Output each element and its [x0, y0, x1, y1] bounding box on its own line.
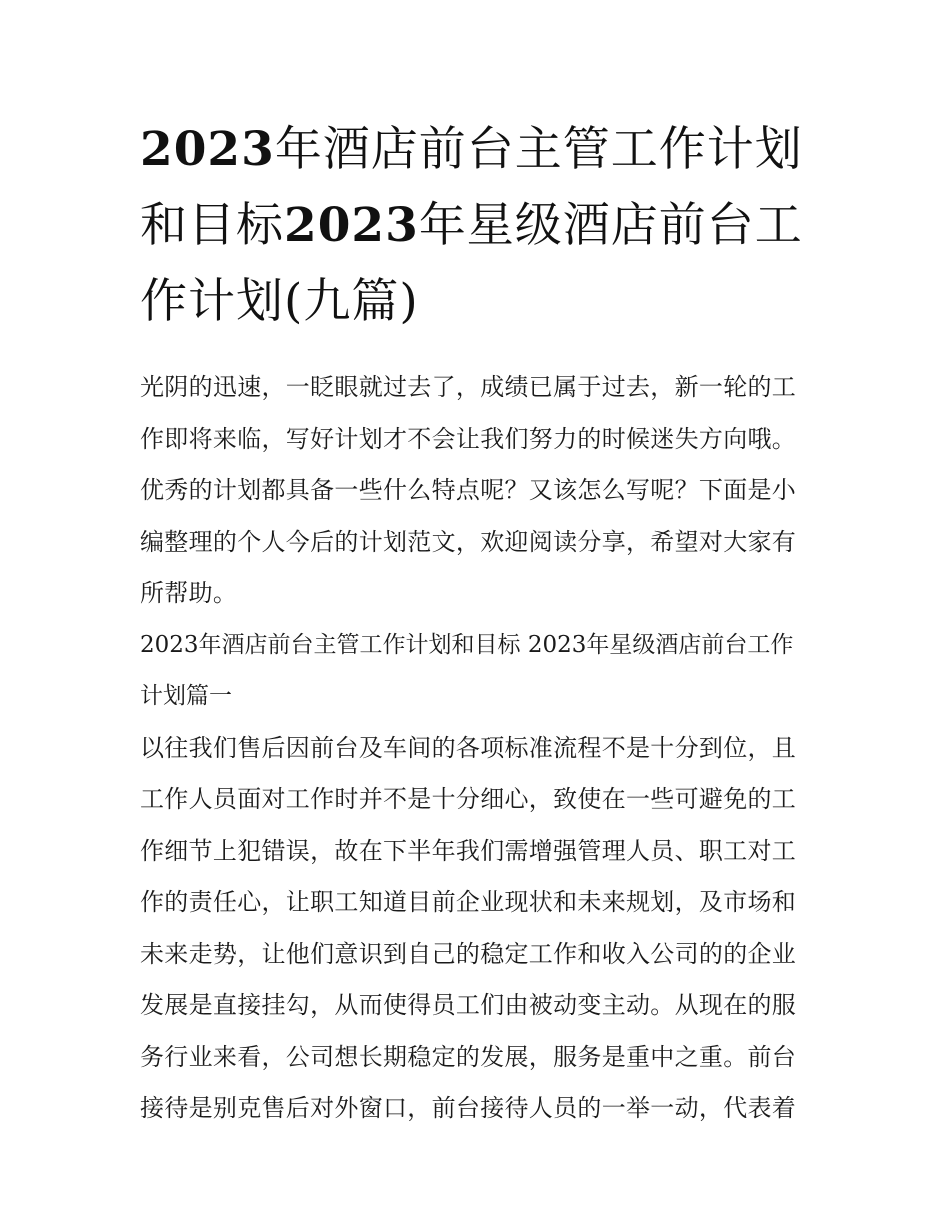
section-heading: 2023年酒店前台主管工作计划和目标 2023年星级酒店前台工作计划篇一 — [140, 631, 794, 709]
document-title — [140, 112, 812, 340]
title-year-2: 2023 — [284, 198, 419, 253]
title-text-2: 年星级酒店前台工作计划(九篇) — [140, 198, 803, 329]
document-content — [140, 112, 812, 1135]
intro-paragraph: 光阴的迅速，一眨眼就过去了，成绩已属于过去，新一轮的工作即将来临，写好计划才不会让我们努力的时候迷失方向哦。优秀的计划都具备一些什么特点呢？又该怎么写呢？下面是小编整理的个人今后的计划范文，欢迎阅读分享，希望对大家有所帮助。 — [140, 373, 797, 607]
body-paragraph: 以往我们售后因前台及车间的各项标准流程不是十分到位，且工作人员面对工作时并不是十分细心，致使在一些可避免的工作细节上犯错误，故在下半年我们需增强管理人员、职工对工作的责任心，让职工知道目前企业现状和未来规划，及市场和未来走势，让他们意识到自己的稳定工作和收入公司的的企业发展是直接挂勾，从而使得员工们由被动变主动。从现在的服务行业来看，公司想长期稳定的发展，服务是重中之重。前台接待是别克售后对外窗口，前台接待人员的一举一动，代表着 — [140, 733, 797, 1122]
title-year-1: 2023 — [140, 122, 275, 177]
title-text-1: 年酒店前台主管工作计划和目标 — [140, 122, 803, 253]
